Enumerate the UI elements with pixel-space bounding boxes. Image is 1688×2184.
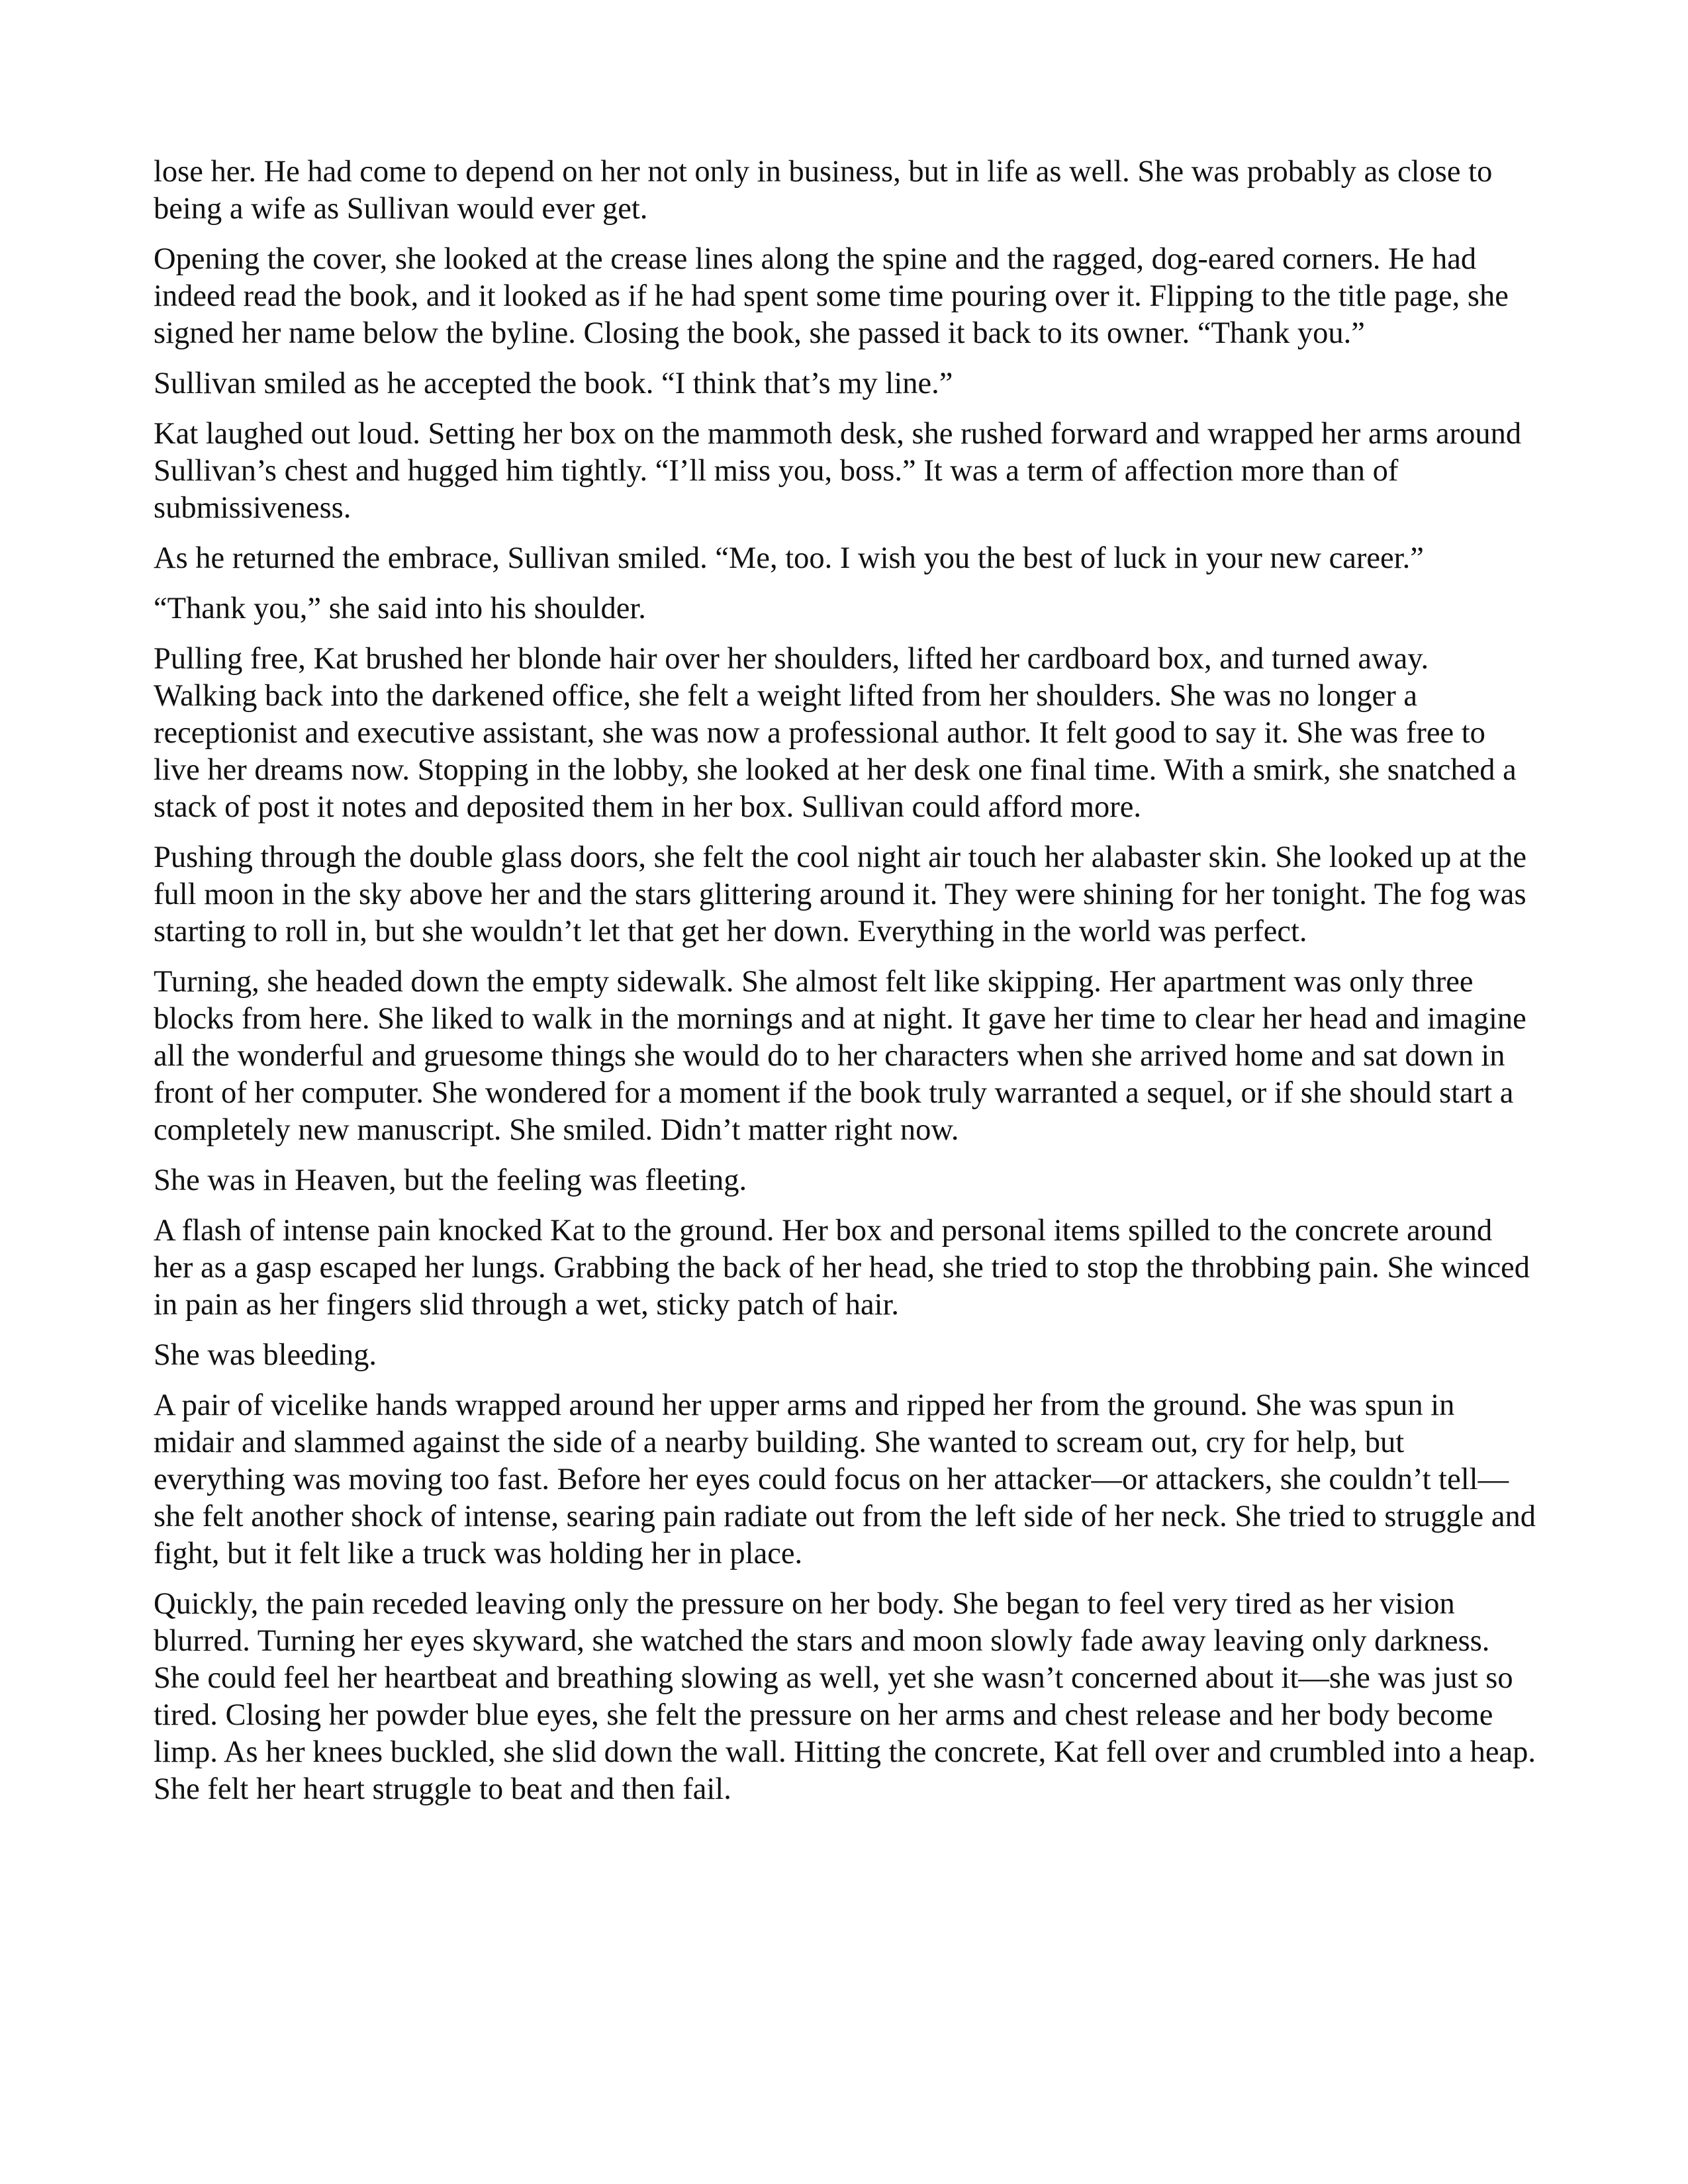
document-page xyxy=(154,154,1537,1821)
paragraph-4: Kat laughed out loud. Setting her box on the mammoth desk, she rushed forward and wrapped her arms around Sullivan’s chest and hugged him tightly. “I’ll miss you, boss.” It was a term of affection more than of submissiveness. xyxy=(154,417,1522,525)
paragraph-5: As he returned the embrace, Sullivan smiled. “Me, too. I wish you the best of luck in your new career.” xyxy=(154,541,1424,575)
paragraph-7: Pulling free, Kat brushed her blonde hair over her shoulders, lifted her cardboard box, and turned away. Walking back into the darkened office, she felt a weight lifted from her shoulders. She was no longer a receptionist and executive assistant, she was now a professional author. It felt good to say it. She was free to live her dreams now. Stopping in the lobby, she looked at her desk one final time. With a smirk, she snatched a stack of post it notes and deposited them in her box. Sullivan could afford more. xyxy=(154,642,1517,824)
paragraph-12: She was bleeding. xyxy=(154,1338,377,1372)
paragraph-9: Turning, she headed down the empty sidewalk. She almost felt like skipping. Her apartment was only three blocks from here. She liked to walk in the mornings and at night. It gave her time to clear her head and imagine all the wonderful and gruesome things she would do to her characters when she arrived home and sat down in front of her computer. She wondered for a moment if the book truly warranted a sequel, or if she should start a completely new manuscript. She smiled. Didn’t matter right now. xyxy=(154,965,1526,1147)
paragraph-11: A flash of intense pain knocked Kat to the ground. Her box and personal items spilled to the concrete around her as a gasp escaped her lungs. Grabbing the back of her head, she tried to stop the throbbing pain. She winced in pain as her fingers slid through a wet, sticky patch of hair. xyxy=(154,1214,1530,1322)
paragraph-13: A pair of vicelike hands wrapped around her upper arms and ripped her from the ground. She was spun in midair and slammed against the side of a nearby building. She wanted to scream out, cry for help, but everything was moving too fast. Before her eyes could focus on her attacker—or attackers, she couldn’t tell—she felt another shock of intense, searing pain radiate out from the left side of her neck. She tried to struggle and fight, but it felt like a truck was holding her in place. xyxy=(154,1388,1536,1570)
paragraph-3: Sullivan smiled as he accepted the book. “I think that’s my line.” xyxy=(154,367,953,400)
paragraph-2: Opening the cover, she looked at the crease lines along the spine and the ragged, dog-eared corners. He had indeed read the book, and it looked as if he had spent some time pouring over it. Flipping to the title page, she signed her name below the byline. Closing the book, she passed it back to its owner. “Thank you.” xyxy=(154,242,1509,350)
paragraph-10: She was in Heaven, but the feeling was fleeting. xyxy=(154,1163,747,1197)
paragraph-8: Pushing through the double glass doors, she felt the cool night air touch her alabaster skin. She looked up at the full moon in the sky above her and the stars glittering around it. They were shining for her tonight. The fog was starting to roll in, but she wouldn’t let that get her down. Everything in the world was perfect. xyxy=(154,841,1527,948)
paragraph-6: “Thank you,” she said into his shoulder. xyxy=(154,592,646,625)
paragraph-1: lose her. He had come to depend on her not only in business, but in life as well. She was probably as close to being a wife as Sullivan would ever get. xyxy=(154,155,1493,226)
paragraph-14: Quickly, the pain receded leaving only the pressure on her body. She began to feel very tired as her vision blurred. Turning her eyes skyward, she watched the stars and moon slowly fade away leaving only darkness. She could feel her heartbeat and breathing slowing as well, yet she wasn’t concerned about it—she was just so tired. Closing her powder blue eyes, she felt the pressure on her arms and chest release and her body become limp. As her knees buckled, she slid down the wall. Hitting the concrete, Kat fell over and crumbled into a heap. She felt her heart struggle to beat and then fail. xyxy=(154,1587,1536,1806)
